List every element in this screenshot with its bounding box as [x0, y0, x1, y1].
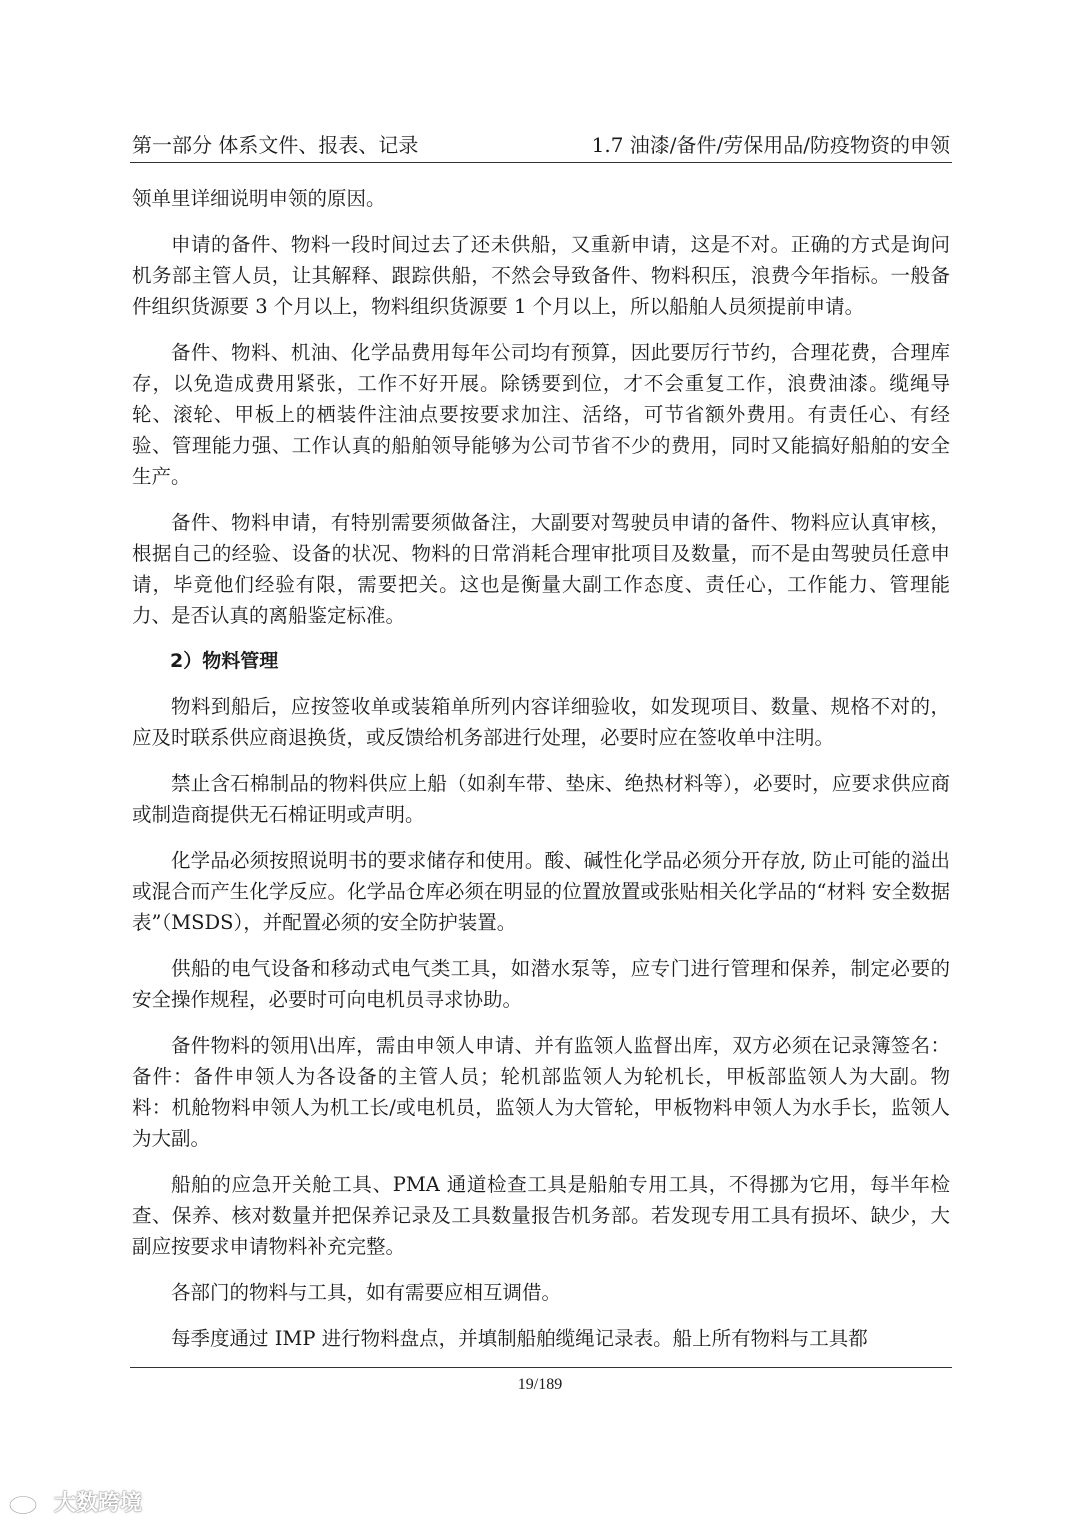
running-header [130, 128, 952, 163]
section-heading: 2）物料管理 [170, 650, 279, 672]
footer-divider [130, 1367, 952, 1368]
paragraph: 供船的电气设备和移动式电气类工具，如潜水泵等，应专门进行管理和保养，制定必要的安全操作规程，必要时可向电机员寻求协助。 [132, 957, 950, 1011]
page-number: 19/189 [517, 1376, 563, 1393]
paragraph: 物料到船后，应按签收单或装箱单所列内容详细验收，如发现项目、数量、规格不对的，应及时联系供应商退换货，或反馈给机务部进行处理，必要时应在签收单中注明。 [132, 695, 950, 749]
watermark-text: 大数跨境 [54, 1491, 143, 1516]
body-text [132, 183, 950, 1369]
paragraph: 船舶的应急开关舱工具、PMA 通道检查工具是船舶专用工具，不得挪为它用，每半年检查、保养、核对数量并把保养记录及工具数量报告机务部。若发现专用工具有损坏、缺少，大副应按要求申请物料补充完整。 [132, 1173, 950, 1258]
watermark [8, 1486, 142, 1517]
paragraph: 申请的备件、物料一段时间过去了还未供船，又重新申请，这是不对。正确的方式是询问机务部主管人员，让其解释、跟踪供船，不然会导致备件、物料积压，浪费今年指标。一般备件组织货源要 3 个月以上，物料组织货源要 1 个月以上，所以船舶人员须提前申请。 [132, 233, 950, 318]
paragraph: 备件、物料、机油、化学品费用每年公司均有预算，因此要厉行节约，合理花费，合理库存，以免造成费用紧张，工作不好开展。除锈要到位，才不会重复工作，浪费油漆。缆绳导轮、滚轮、甲板上的栖装件注油点要按要求加注、活络，可节省额外费用。有责任心、有经验、管理能力强、工作认真的船舶领导能够为公司节省不少的费用，同时又能搞好船舶的安全生产。 [132, 341, 950, 488]
paragraph: 每季度通过 IMP 进行物料盘点，并填制船舶缆绳记录表。船上所有物料与工具都 [171, 1327, 868, 1350]
paragraph: 禁止含石棉制品的物料供应上船（如刹车带、垫床、绝热材料等），必要时，应要求供应商或制造商提供无石棉证明或声明。 [132, 772, 950, 826]
header-section-title: 第一部分 体系文件、报表、记录 [132, 133, 419, 157]
paragraph-continued: 领单里详细说明申领的原因。 [132, 187, 386, 210]
paragraph: 备件物料的领用\出库，需由申领人申请、并有监领人监督出库，双方必须在记录簿签名：备件：备件申领人为各设备的主管人员；轮机部监领人为轮机长，甲板部监领人为大副。物料：机舱物料申领人为机工长/或电机员，监领人为大管轮，甲板物料申领人为水手长，监领人为大副。 [132, 1034, 950, 1150]
paragraph: 化学品必须按照说明书的要求储存和使用。酸、碱性化学品必须分开存放, 防止可能的溢出或混合而产生化学反应。化学品仓库必须在明显的位置放置或张贴相关化学品的“材料 安全数据表”（MSDS），并配置必须的安全防护装置。 [132, 849, 950, 934]
paragraph: 各部门的物料与工具，如有需要应相互调借。 [171, 1281, 562, 1304]
paragraph: 备件、物料申请，有特别需要须做备注，大副要对驾驶员申请的备件、物料应认真审核，根据自己的经验、设备的状况、物料的日常消耗合理审批项目及数量，而不是由驾驶员任意申请，毕竟他们经验有限，需要把关。这也是衡量大副工作态度、责任心，工作能力、管理能力、是否认真的离船鉴定标准。 [132, 511, 950, 627]
header-chapter-title: 1.7 油漆/备件/劳保用品/防疫物资的申领 [591, 133, 950, 157]
weibo-logo-icon [8, 1489, 48, 1515]
